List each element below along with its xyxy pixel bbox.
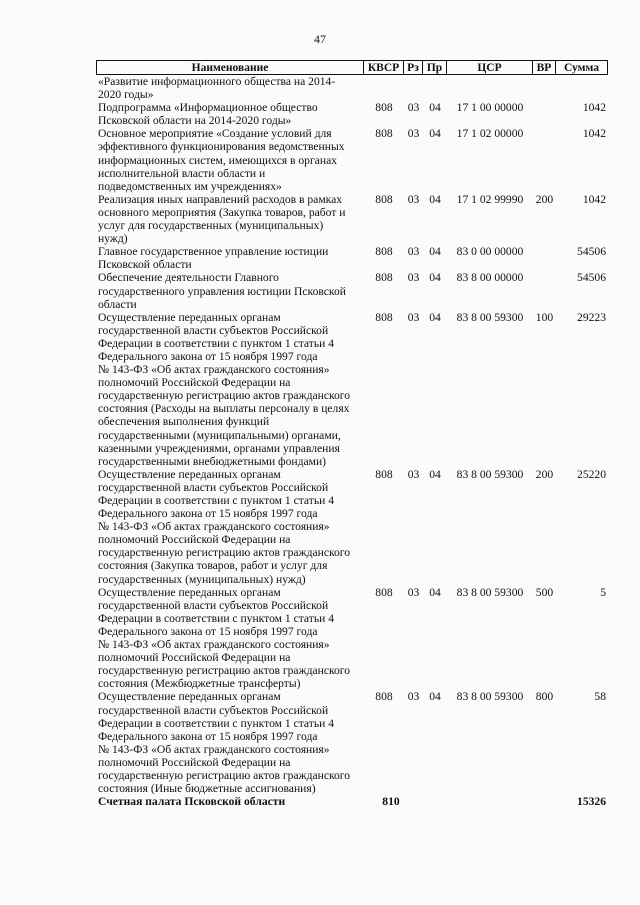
row-kvsr: 808 [375, 467, 393, 481]
row-vr [533, 127, 556, 192]
row-rz: 03 [407, 101, 420, 115]
row-name [96, 586, 364, 691]
row-csr: 17 1 02 00000 [456, 127, 524, 141]
row-name-line: состояния (Межбюджетные трансферты) [98, 677, 301, 691]
row-kvsr: 810 [382, 795, 400, 809]
row-name-line: государственную регистрацию актов гражданского [98, 389, 351, 403]
table-row [96, 271, 608, 310]
row-csr: 83 8 00 59300 [456, 585, 524, 599]
row-name-line: подведомственных им учреждениях» [98, 179, 282, 193]
row-kvsr: 808 [375, 310, 393, 324]
row-name-line: государственной власти субъектов Российской [98, 703, 329, 717]
row-rz: 03 [407, 271, 420, 285]
row-sum: 58 [594, 690, 606, 704]
row-name-line: государственную регистрацию актов гражданского [98, 664, 351, 678]
row-name-line: Осуществление переданных органам [98, 310, 281, 324]
row-name [96, 245, 364, 271]
row-rz: 03 [407, 690, 420, 704]
row-rz: 03 [407, 245, 420, 259]
row-name-line: Псковской области [98, 258, 192, 272]
table-row [96, 311, 608, 468]
row-kvsr: 808 [375, 245, 393, 259]
row-csr [447, 75, 533, 101]
row-name-line: № 143-ФЗ «Об актах гражданского состояния» [98, 520, 330, 534]
row-name-line: государственную регистрацию актов гражданского [98, 546, 351, 560]
row-name-line: Осуществление переданных органам [98, 585, 281, 599]
header-pr: Пр [423, 60, 447, 75]
row-name-line: области [98, 297, 137, 311]
row-name-line: услуг для государственных (муниципальных) [98, 219, 324, 233]
row-name-line: эффективного функционирования ведомственных [98, 140, 345, 154]
row-rz: 03 [407, 310, 420, 324]
budget-table [96, 60, 608, 808]
table-row [96, 193, 608, 245]
row-name-line: государственными (муниципальными) органами, [98, 428, 341, 442]
row-sum: 1042 [582, 192, 606, 206]
row-sum: 54506 [577, 245, 606, 259]
row-vr [533, 245, 556, 271]
header-rz: Рз [404, 60, 423, 75]
row-kvsr: 808 [375, 127, 393, 141]
row-kvsr: 808 [375, 690, 393, 704]
row-csr: 83 8 00 59300 [456, 467, 524, 481]
row-name-line: Псковской области на 2014-2020 годы» [98, 114, 292, 128]
row-name-line: «Развитие информационного общества на 2014- [98, 75, 336, 88]
row-sum: 1042 [582, 127, 606, 141]
row-rz [404, 795, 423, 808]
row-name [96, 75, 364, 101]
row-kvsr: 808 [375, 101, 393, 115]
row-name [96, 271, 364, 310]
row-name [96, 193, 364, 245]
row-name-line: Основное мероприятие «Создание условий для [98, 127, 332, 141]
row-pr: 04 [429, 467, 441, 481]
row-name [96, 795, 364, 808]
row-name-line: государственных (муниципальных) нужд) [98, 572, 306, 586]
row-name-line: казенными учреждениями, органами управления [98, 441, 340, 455]
row-vr [533, 101, 556, 127]
row-name-line: полномочий Российской Федерации на [98, 651, 291, 665]
row-name-line: государственной власти субъектов Российской [98, 480, 329, 494]
row-name-line: Подпрограмма «Информационное общество [98, 101, 318, 115]
row-rz [404, 75, 423, 101]
row-name [96, 127, 364, 192]
row-name [96, 468, 364, 586]
row-csr: 83 8 00 59300 [456, 310, 524, 324]
table-row [96, 586, 608, 691]
row-name [96, 311, 364, 468]
row-csr [447, 795, 533, 808]
row-rz: 03 [407, 585, 420, 599]
row-pr: 04 [429, 192, 441, 206]
row-pr: 04 [429, 310, 441, 324]
row-name-line: государственной власти субъектов Российской [98, 598, 329, 612]
row-csr: 83 8 00 59300 [456, 690, 524, 704]
row-name-line: 2020 годы» [98, 88, 154, 102]
row-sum: 15326 [577, 795, 606, 809]
row-csr: 83 8 00 00000 [456, 271, 524, 285]
row-name-line: Федерации в соответствии с пунктом 1 статьи 4 [98, 611, 335, 625]
row-name-line: полномочий Российской Федерации на [98, 376, 291, 390]
row-kvsr: 808 [375, 585, 393, 599]
row-pr [423, 75, 447, 101]
row-kvsr: 808 [375, 271, 393, 285]
row-vr: 100 [535, 310, 554, 324]
row-name-line: № 143-ФЗ «Об актах гражданского состояния» [98, 638, 330, 652]
table-row [96, 795, 608, 808]
row-sum: 25220 [577, 467, 606, 481]
row-vr: 200 [535, 467, 554, 481]
row-sum: 29223 [577, 310, 606, 324]
row-pr: 04 [429, 101, 441, 115]
row-vr [533, 271, 556, 310]
row-name-line: Осуществление переданных органам [98, 690, 281, 704]
row-name-line: Счетная палата Псковской области [98, 795, 286, 809]
row-kvsr [364, 75, 404, 101]
row-name-line: Главное государственное управление юстиции [98, 245, 329, 259]
table-body [96, 75, 608, 808]
row-name-line: обеспечения выполнения функций [98, 415, 270, 429]
row-name-line: Федерации в соответствии с пунктом 1 статьи 4 [98, 494, 335, 507]
table-row [96, 468, 608, 586]
table-header [96, 60, 608, 75]
row-sum: 1042 [582, 101, 606, 115]
row-vr: 500 [535, 585, 554, 599]
row-name-line: исполнительной власти области и [98, 166, 266, 180]
row-name-line: Осуществление переданных органам [98, 467, 281, 481]
row-pr: 04 [429, 271, 441, 285]
row-name-line: нужд) [98, 232, 128, 246]
row-rz: 03 [407, 467, 420, 481]
row-csr: 17 1 02 99990 [456, 192, 524, 206]
row-rz: 03 [407, 192, 420, 206]
table-row [96, 127, 608, 192]
row-pr: 04 [429, 127, 441, 141]
row-rz: 03 [407, 127, 420, 141]
row-name-line: Федерации в соответствии с пунктом 1 статьи 4 [98, 716, 335, 730]
row-name-line: Федерального закона от 15 ноября 1997 года [98, 729, 318, 743]
row-name-line: № 143-ФЗ «Об актах гражданского состояния» [98, 742, 330, 756]
row-csr: 83 0 00 00000 [456, 245, 524, 259]
row-kvsr: 808 [375, 192, 393, 206]
page-number: 47 [314, 32, 326, 46]
header-name: Наименование [96, 60, 364, 75]
row-name-line: Федерального закона от 15 ноября 1997 года [98, 507, 318, 521]
row-vr: 800 [535, 690, 554, 704]
table-row [96, 690, 608, 795]
table-row [96, 75, 608, 101]
row-vr [533, 75, 556, 101]
row-name-line: Федерального закона от 15 ноября 1997 года [98, 624, 318, 638]
row-vr: 200 [535, 192, 554, 206]
row-pr [423, 795, 447, 808]
row-name-line: информационных систем, имеющихся в органах [98, 153, 338, 167]
row-name-line: Реализация иных направлений расходов в рамках [98, 192, 343, 206]
row-name [96, 101, 364, 127]
row-name-line: государственную регистрацию актов гражданского [98, 768, 351, 782]
header-sum: Сумма [556, 60, 608, 75]
row-name-line: государственными внебюджетными фондами) [98, 454, 327, 468]
row-sum [556, 75, 608, 101]
row-name-line: основного мероприятия (Закупка товаров, работ и [98, 205, 346, 219]
table-row [96, 101, 608, 127]
row-name-line: государственной власти субъектов Российской [98, 323, 329, 337]
row-name-line: государственного управления юстиции Псковской [98, 284, 346, 298]
table-row [96, 245, 608, 271]
row-pr: 04 [429, 585, 441, 599]
row-sum: 54506 [577, 271, 606, 285]
row-name-line: состояния (Иные бюджетные ассигнования) [98, 782, 316, 796]
row-name [96, 690, 364, 795]
row-name-line: № 143-ФЗ «Об актах гражданского состояния» [98, 363, 330, 377]
row-sum: 5 [600, 585, 606, 599]
row-csr: 17 1 00 00000 [456, 101, 524, 115]
row-pr: 04 [429, 245, 441, 259]
row-name-line: Федерального закона от 15 ноября 1997 года [98, 349, 318, 363]
header-csr: ЦСР [447, 60, 533, 75]
header-vr: ВР [533, 60, 556, 75]
row-name-line: состояния (Расходы на выплаты персоналу в целях [98, 402, 350, 416]
row-vr [533, 795, 556, 808]
row-pr: 04 [429, 690, 441, 704]
row-name-line: полномочий Российской Федерации на [98, 533, 291, 547]
row-name-line: Федерации в соответствии с пунктом 1 статьи 4 [98, 336, 335, 350]
header-kvsr: КВСР [364, 60, 404, 75]
row-name-line: Обеспечение деятельности Главного [98, 271, 279, 285]
row-name-line: полномочий Российской Федерации на [98, 755, 291, 769]
row-name-line: состояния (Закупка товаров, работ и услуг для [98, 559, 328, 573]
